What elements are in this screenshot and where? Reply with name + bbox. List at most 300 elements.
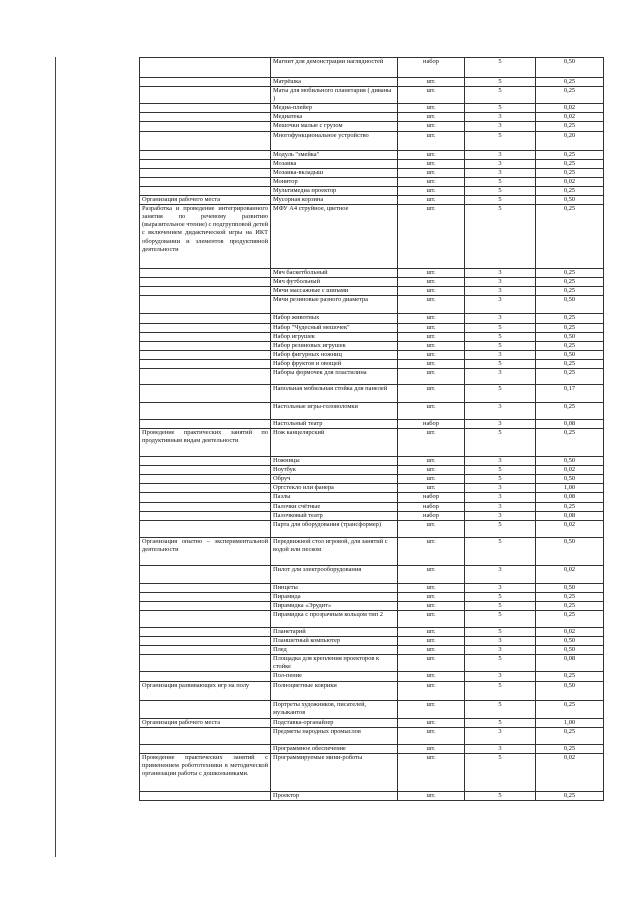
unit-cell: шт. (398, 186, 465, 195)
section-cell (140, 583, 271, 592)
table-row (140, 493, 604, 502)
item-name-cell: Площадка для крепления проекторов к стойке (271, 655, 398, 672)
quantity-cell: 3 (465, 402, 536, 419)
table-row (140, 168, 604, 177)
quantity-cell: 3 (465, 278, 536, 287)
value-cell: 0,08 (536, 419, 604, 428)
quantity-cell: 3 (465, 511, 536, 520)
quantity-cell: 3 (465, 565, 536, 583)
unit-cell: шт. (398, 429, 465, 457)
quantity-cell: 5 (465, 611, 536, 628)
unit-cell: шт. (398, 104, 465, 113)
table-row (140, 196, 604, 205)
section-cell (140, 332, 271, 341)
item-name-cell: Набор игрушек (271, 332, 398, 341)
item-name-cell: Набор "Чудесный мешочек" (271, 323, 398, 332)
table-row (140, 177, 604, 186)
unit-cell: шт. (398, 484, 465, 493)
table-row (140, 637, 604, 646)
value-cell: 0,25 (536, 502, 604, 511)
quantity-cell: 3 (465, 287, 536, 296)
item-name-cell: Монитор (271, 177, 398, 186)
quantity-cell: 5 (465, 753, 536, 791)
quantity-cell: 5 (465, 58, 536, 78)
value-cell: 0,50 (536, 537, 604, 565)
quantity-cell: 3 (465, 583, 536, 592)
table-row (140, 502, 604, 511)
item-name-cell: Пирамидка с прозрачным кольцом тип 2 (271, 611, 398, 628)
value-cell: 0,25 (536, 278, 604, 287)
value-cell: 0,50 (536, 637, 604, 646)
table-row (140, 205, 604, 269)
unit-cell: шт. (398, 177, 465, 186)
value-cell: 0,50 (536, 296, 604, 314)
unit-cell: шт. (398, 205, 465, 269)
section-cell (140, 131, 271, 150)
quantity-cell: 5 (465, 475, 536, 484)
section-cell (140, 287, 271, 296)
unit-cell: шт. (398, 159, 465, 168)
table-row (140, 744, 604, 753)
quantity-cell: 5 (465, 205, 536, 269)
value-cell: 0,25 (536, 402, 604, 419)
section-cell (140, 341, 271, 350)
quantity-cell: 3 (465, 368, 536, 384)
item-name-cell: Обруч (271, 475, 398, 484)
item-name-cell: Подставка-органайзер (271, 718, 398, 727)
unit-cell: шт. (398, 150, 465, 159)
item-name-cell: Мячи резиновые разного диаметра (271, 296, 398, 314)
table-row (140, 429, 604, 457)
item-name-cell: Настольные игры-головоломки (271, 402, 398, 419)
quantity-cell: 3 (465, 502, 536, 511)
section-cell (140, 368, 271, 384)
unit-cell: шт. (398, 323, 465, 332)
value-cell: 0,25 (536, 601, 604, 610)
quantity-cell: 5 (465, 341, 536, 350)
unit-cell: шт. (398, 753, 465, 791)
table-row (140, 511, 604, 520)
table-row (140, 753, 604, 791)
section-cell: Организация рабочего места (140, 718, 271, 727)
section-cell: Разработка и проведение интегрированного занятия по речевому развитию (выразительное чтение) с подгрупповой детей с включением дидактической игры на ИКТ оборудовании и элементов продуктивной деятельности (140, 205, 271, 269)
value-cell: 0,50 (536, 196, 604, 205)
item-name-cell: Мяч футбольный (271, 278, 398, 287)
unit-cell: набор (398, 502, 465, 511)
quantity-cell: 5 (465, 655, 536, 672)
equipment-table (139, 57, 604, 801)
quantity-cell: 5 (465, 700, 536, 718)
table-row (140, 628, 604, 637)
section-cell (140, 700, 271, 718)
item-name-cell: Наборы формочек для пластилина (271, 368, 398, 384)
value-cell: 1,00 (536, 718, 604, 727)
item-name-cell: Парта для оборудования (трансформер) (271, 520, 398, 537)
unit-cell: набор (398, 511, 465, 520)
quantity-cell: 3 (465, 314, 536, 323)
unit-cell: шт. (398, 384, 465, 402)
section-cell (140, 278, 271, 287)
unit-cell: шт. (398, 287, 465, 296)
unit-cell: шт. (398, 565, 465, 583)
table-row (140, 113, 604, 122)
quantity-cell: 5 (465, 177, 536, 186)
item-name-cell: Мозаика (271, 159, 398, 168)
section-cell (140, 466, 271, 475)
value-cell: 0,02 (536, 466, 604, 475)
value-cell: 0,25 (536, 205, 604, 269)
equipment-table-body (140, 58, 604, 801)
table-row (140, 368, 604, 384)
value-cell: 0,50 (536, 681, 604, 700)
item-name-cell: Планетарий (271, 628, 398, 637)
section-cell (140, 672, 271, 681)
section-cell (140, 58, 271, 78)
quantity-cell: 3 (465, 744, 536, 753)
section-cell (140, 113, 271, 122)
table-row (140, 296, 604, 314)
quantity-cell: 5 (465, 104, 536, 113)
table-row (140, 332, 604, 341)
value-cell: 0,25 (536, 359, 604, 368)
quantity-cell: 3 (465, 637, 536, 646)
quantity-cell: 5 (465, 384, 536, 402)
item-name-cell: Проектор (271, 791, 398, 800)
section-cell (140, 791, 271, 800)
value-cell: 0,02 (536, 565, 604, 583)
section-cell (140, 502, 271, 511)
item-name-cell: Плед (271, 646, 398, 655)
table-row (140, 457, 604, 466)
unit-cell: шт. (398, 681, 465, 700)
item-name-cell: Пазлы (271, 493, 398, 502)
value-cell: 0,25 (536, 78, 604, 87)
item-name-cell: Программное обеспечение (271, 744, 398, 753)
quantity-cell: 3 (465, 672, 536, 681)
quantity-cell: 5 (465, 520, 536, 537)
item-name-cell: Пилот для электрооборудования (271, 565, 398, 583)
quantity-cell: 3 (465, 419, 536, 428)
table-row (140, 537, 604, 565)
item-name-cell: Пол-пение (271, 672, 398, 681)
section-cell (140, 727, 271, 744)
quantity-cell: 3 (465, 727, 536, 744)
value-cell: 0,25 (536, 269, 604, 278)
table-row (140, 186, 604, 195)
value-cell: 0,25 (536, 122, 604, 131)
quantity-cell: 5 (465, 332, 536, 341)
section-cell (140, 419, 271, 428)
item-name-cell: Палочки счётные (271, 502, 398, 511)
section-cell (140, 296, 271, 314)
section-cell (140, 350, 271, 359)
quantity-cell: 5 (465, 628, 536, 637)
unit-cell: шт. (398, 168, 465, 177)
quantity-cell: 3 (465, 159, 536, 168)
item-name-cell: Пинцеты (271, 583, 398, 592)
section-cell (140, 744, 271, 753)
table-row (140, 131, 604, 150)
table-row (140, 150, 604, 159)
value-cell: 0,25 (536, 87, 604, 104)
value-cell: 0,25 (536, 287, 604, 296)
value-cell: 0,25 (536, 368, 604, 384)
unit-cell: шт. (398, 332, 465, 341)
table-row (140, 278, 604, 287)
unit-cell: шт. (398, 196, 465, 205)
item-name-cell: Напольная мобильная стойка для панелей (271, 384, 398, 402)
section-cell: Организация опытно – экспериментальной деятельности (140, 537, 271, 565)
item-name-cell: Мультимедиа проектор (271, 186, 398, 195)
quantity-cell: 3 (465, 646, 536, 655)
section-cell: Проведение практических занятий по продуктивным видам деятельности (140, 429, 271, 457)
quantity-cell: 5 (465, 681, 536, 700)
unit-cell: шт. (398, 646, 465, 655)
table-row (140, 520, 604, 537)
quantity-cell: 5 (465, 601, 536, 610)
unit-cell: шт. (398, 583, 465, 592)
value-cell: 0,50 (536, 475, 604, 484)
value-cell: 0,02 (536, 104, 604, 113)
quantity-cell: 3 (465, 296, 536, 314)
item-name-cell: Настольный театр (271, 419, 398, 428)
item-name-cell: Программируемые мини-роботы (271, 753, 398, 791)
table-row (140, 314, 604, 323)
section-cell (140, 611, 271, 628)
table-row (140, 466, 604, 475)
item-name-cell: Набор фруктов и овощей (271, 359, 398, 368)
value-cell: 1,00 (536, 484, 604, 493)
section-cell (140, 150, 271, 159)
table-row (140, 269, 604, 278)
unit-cell: шт. (398, 637, 465, 646)
table-row (140, 700, 604, 718)
section-cell (140, 457, 271, 466)
item-name-cell: Планшетный компьютер (271, 637, 398, 646)
value-cell: 0,25 (536, 791, 604, 800)
quantity-cell: 3 (465, 113, 536, 122)
section-cell (140, 159, 271, 168)
section-cell (140, 104, 271, 113)
quantity-cell: 3 (465, 484, 536, 493)
table-row (140, 159, 604, 168)
section-cell (140, 646, 271, 655)
section-cell (140, 87, 271, 104)
quantity-cell: 5 (465, 359, 536, 368)
table-row (140, 78, 604, 87)
section-cell (140, 359, 271, 368)
unit-cell: шт. (398, 601, 465, 610)
item-name-cell: Пирамида (271, 592, 398, 601)
section-cell (140, 628, 271, 637)
quantity-cell: 3 (465, 269, 536, 278)
quantity-cell: 5 (465, 466, 536, 475)
item-name-cell: Набор животных (271, 314, 398, 323)
value-cell: 0,25 (536, 150, 604, 159)
value-cell: 0,02 (536, 177, 604, 186)
table-row (140, 419, 604, 428)
quantity-cell: 5 (465, 592, 536, 601)
table-row (140, 718, 604, 727)
table-row (140, 87, 604, 104)
value-cell: 0,08 (536, 655, 604, 672)
section-cell (140, 637, 271, 646)
unit-cell: шт. (398, 791, 465, 800)
value-cell: 0,25 (536, 700, 604, 718)
table-row (140, 58, 604, 78)
unit-cell: шт. (398, 466, 465, 475)
table-row (140, 592, 604, 601)
item-name-cell: Набор фигурных ножниц (271, 350, 398, 359)
quantity-cell: 3 (465, 168, 536, 177)
table-row (140, 484, 604, 493)
section-cell (140, 493, 271, 502)
quantity-cell: 3 (465, 350, 536, 359)
table-row (140, 672, 604, 681)
item-name-cell: Магнит для демонстрации наглядностей (271, 58, 398, 78)
unit-cell: шт. (398, 269, 465, 278)
table-row (140, 565, 604, 583)
quantity-cell: 5 (465, 537, 536, 565)
table-row (140, 791, 604, 800)
value-cell: 0,25 (536, 727, 604, 744)
unit-cell: шт. (398, 475, 465, 484)
value-cell: 0,02 (536, 113, 604, 122)
item-name-cell: Предметы народных промыслов (271, 727, 398, 744)
item-name-cell: Медиа-плейер (271, 104, 398, 113)
value-cell: 0,20 (536, 131, 604, 150)
unit-cell: шт. (398, 727, 465, 744)
value-cell: 0,02 (536, 520, 604, 537)
quantity-cell: 5 (465, 196, 536, 205)
unit-cell: шт. (398, 611, 465, 628)
section-cell (140, 511, 271, 520)
left-margin-rule (55, 57, 56, 857)
value-cell: 0,50 (536, 583, 604, 592)
table-row (140, 323, 604, 332)
unit-cell: шт. (398, 628, 465, 637)
unit-cell: набор (398, 419, 465, 428)
unit-cell: шт. (398, 314, 465, 323)
unit-cell: шт. (398, 78, 465, 87)
section-cell (140, 177, 271, 186)
table-row (140, 287, 604, 296)
unit-cell: шт. (398, 341, 465, 350)
table-row (140, 475, 604, 484)
value-cell: 0,25 (536, 429, 604, 457)
unit-cell: шт. (398, 359, 465, 368)
item-name-cell: Многофункциональное устройство (271, 131, 398, 150)
table-row (140, 681, 604, 700)
section-cell (140, 122, 271, 131)
table-row (140, 611, 604, 628)
item-name-cell: Портреты художников, писателей, музыкантов (271, 700, 398, 718)
value-cell: 0,25 (536, 592, 604, 601)
section-cell (140, 601, 271, 610)
value-cell: 0,25 (536, 611, 604, 628)
value-cell: 0,50 (536, 457, 604, 466)
value-cell: 0,25 (536, 186, 604, 195)
section-cell (140, 475, 271, 484)
section-cell (140, 269, 271, 278)
item-name-cell: Оргстекло или фанера (271, 484, 398, 493)
unit-cell: шт. (398, 718, 465, 727)
unit-cell: шт. (398, 402, 465, 419)
item-name-cell: Модуль "змейка" (271, 150, 398, 159)
section-cell: Проведение практических занятий с применением робототехники в методической организации работы с дошкольниками. (140, 753, 271, 791)
section-cell (140, 402, 271, 419)
section-cell (140, 323, 271, 332)
unit-cell: шт. (398, 368, 465, 384)
section-cell (140, 314, 271, 323)
quantity-cell: 5 (465, 78, 536, 87)
item-name-cell: Ноутбук (271, 466, 398, 475)
value-cell: 0,25 (536, 323, 604, 332)
unit-cell: набор (398, 58, 465, 78)
value-cell: 0,50 (536, 58, 604, 78)
unit-cell: шт. (398, 592, 465, 601)
unit-cell: шт. (398, 520, 465, 537)
table-row (140, 359, 604, 368)
item-name-cell: Палочковый театр (271, 511, 398, 520)
item-name-cell: Матрёшка (271, 78, 398, 87)
quantity-cell: 5 (465, 87, 536, 104)
unit-cell: шт. (398, 122, 465, 131)
item-name-cell: Маты для мобильного планетария ( диваны ) (271, 87, 398, 104)
value-cell: 0,50 (536, 350, 604, 359)
unit-cell: шт. (398, 350, 465, 359)
value-cell: 0,25 (536, 341, 604, 350)
item-name-cell: Передвижной стол игровой, для занятий с водой или песком (271, 537, 398, 565)
quantity-cell: 5 (465, 186, 536, 195)
quantity-cell: 5 (465, 131, 536, 150)
item-name-cell: Нож канцелярский (271, 429, 398, 457)
quantity-cell: 3 (465, 493, 536, 502)
value-cell: 0,25 (536, 314, 604, 323)
value-cell: 0,08 (536, 511, 604, 520)
section-cell (140, 78, 271, 87)
quantity-cell: 5 (465, 718, 536, 727)
unit-cell: шт. (398, 744, 465, 753)
unit-cell: шт. (398, 131, 465, 150)
section-cell (140, 168, 271, 177)
item-name-cell: Набор резиновых игрушек (271, 341, 398, 350)
item-name-cell: Мешочки малые с грузом (271, 122, 398, 131)
item-name-cell: Полноцветные коврики (271, 681, 398, 700)
section-cell (140, 484, 271, 493)
table-row (140, 104, 604, 113)
value-cell: 0,50 (536, 332, 604, 341)
table-row (140, 384, 604, 402)
quantity-cell: 3 (465, 150, 536, 159)
table-row (140, 583, 604, 592)
quantity-cell: 3 (465, 122, 536, 131)
item-name-cell: Медиатека (271, 113, 398, 122)
item-name-cell: Мозаика-вкладыш (271, 168, 398, 177)
quantity-cell: 5 (465, 429, 536, 457)
unit-cell: шт. (398, 655, 465, 672)
item-name-cell: МФУ А4 струйное, цветное (271, 205, 398, 269)
quantity-cell: 5 (465, 323, 536, 332)
section-cell (140, 384, 271, 402)
section-cell (140, 565, 271, 583)
table-row (140, 727, 604, 744)
value-cell: 0,25 (536, 159, 604, 168)
unit-cell: шт. (398, 87, 465, 104)
unit-cell: шт. (398, 278, 465, 287)
section-cell (140, 520, 271, 537)
table-row (140, 350, 604, 359)
